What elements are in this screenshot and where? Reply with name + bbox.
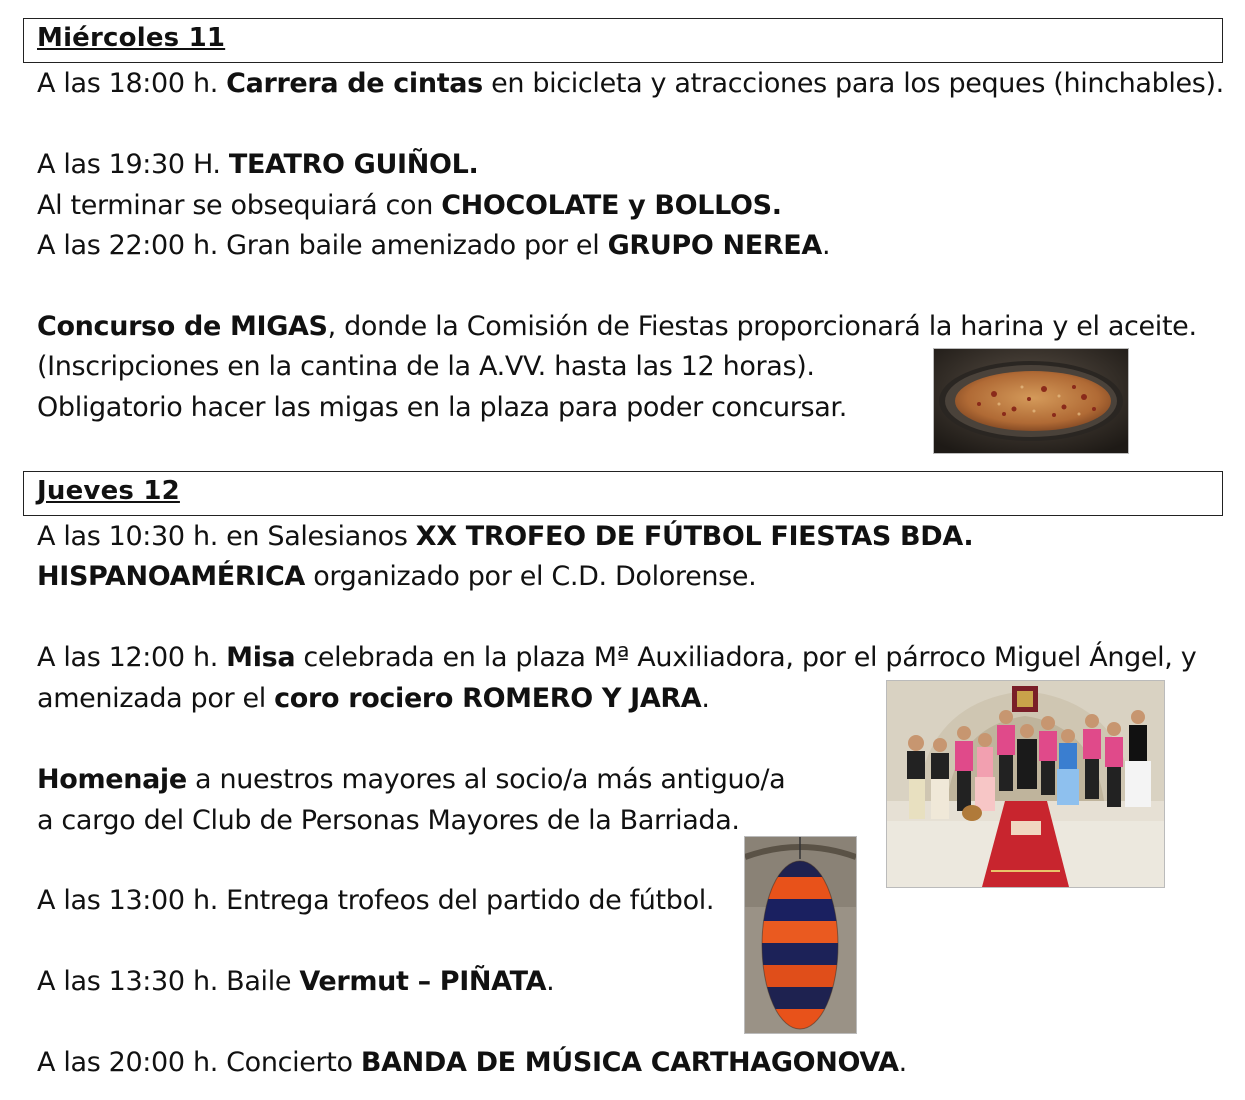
event-line: [37, 391, 847, 425]
text-segment: a nuestros mayores al socio/a más antiguo/a: [186, 764, 786, 795]
text-segment: .: [821, 230, 831, 261]
bold-text-segment: Homenaje: [37, 764, 187, 795]
bold-text-segment: Misa: [226, 642, 296, 673]
event-line: [37, 520, 973, 554]
event-line: [37, 229, 830, 263]
bold-text-segment: TEATRO GUIÑOL.: [228, 149, 479, 180]
choir-group-photo: [886, 680, 1165, 888]
event-line: [37, 682, 710, 716]
event-line: [37, 641, 1196, 675]
section-title-thursday: Jueves 12: [37, 476, 180, 506]
migas-pan-photo: [933, 348, 1129, 454]
text-segment: , donde la Comisión de Fiestas proporcionará la harina y el aceite.: [327, 311, 1197, 342]
text-segment: Obligatorio hacer las migas en la plaza para poder concursar.: [37, 392, 847, 423]
pinata-photo: [744, 836, 857, 1034]
text-segment: A las 13:30 h. Baile: [37, 966, 300, 997]
text-segment: A las 19:30 H.: [37, 149, 229, 180]
text-segment: (Inscripciones en la cantina de la A.VV. hasta las 12 horas).: [37, 351, 815, 382]
bold-text-segment: HISPANOAMÉRICA: [37, 561, 305, 592]
bold-text-segment: BANDA DE MÚSICA CARTHAGONOVA: [360, 1047, 899, 1078]
bold-text-segment: Vermut – PIÑATA: [299, 966, 547, 997]
bold-text-segment: XX TROFEO DE FÚTBOL FIESTAS BDA.: [415, 521, 974, 552]
text-segment: amenizada por el: [37, 683, 275, 714]
bold-text-segment: CHOCOLATE y BOLLOS.: [441, 190, 782, 221]
text-segment: a cargo del Club de Personas Mayores de la Barriada.: [37, 805, 740, 836]
event-line: [37, 350, 815, 384]
text-segment: .: [898, 1047, 907, 1078]
bold-text-segment: Concurso de MIGAS: [37, 311, 328, 342]
text-segment: A las 12:00 h.: [37, 642, 227, 673]
text-segment: celebrada en la plaza Mª Auxiliadora, por el párroco Miguel Ángel, y: [295, 642, 1197, 673]
event-line: [37, 763, 785, 797]
text-segment: A las 13:00 h. Entrega trofeos del partido de fútbol.: [37, 885, 715, 916]
text-segment: en bicicleta y atracciones para los peques (hinchables).: [482, 68, 1224, 99]
bold-text-segment: GRUPO NEREA: [607, 230, 822, 261]
text-segment: A las 10:30 h. en Salesianos: [37, 521, 416, 552]
section-header-thursday: [23, 471, 1223, 516]
text-segment: organizado por el C.D. Dolorense.: [304, 561, 757, 592]
text-segment: Al terminar se obsequiará con: [37, 190, 442, 221]
event-line: [37, 1046, 907, 1080]
bold-text-segment: Carrera de cintas: [226, 68, 483, 99]
section-title-wednesday: Miércoles 11: [37, 23, 226, 53]
event-line: [37, 560, 756, 594]
event-line: [37, 148, 478, 182]
event-line: [37, 965, 554, 999]
text-segment: A las 18:00 h.: [37, 68, 227, 99]
section-header-wednesday: [23, 18, 1223, 63]
event-line: [37, 189, 782, 223]
event-line: [37, 310, 1197, 344]
text-segment: A las 22:00 h. Gran baile amenizado por el: [37, 230, 608, 261]
text-segment: A las 20:00 h. Concierto: [37, 1047, 361, 1078]
event-line: [37, 884, 714, 918]
event-line: [37, 804, 740, 838]
text-segment: .: [546, 966, 555, 997]
text-segment: .: [701, 683, 710, 714]
event-line: [37, 67, 1224, 101]
bold-text-segment: coro rociero ROMERO Y JARA: [274, 683, 702, 714]
